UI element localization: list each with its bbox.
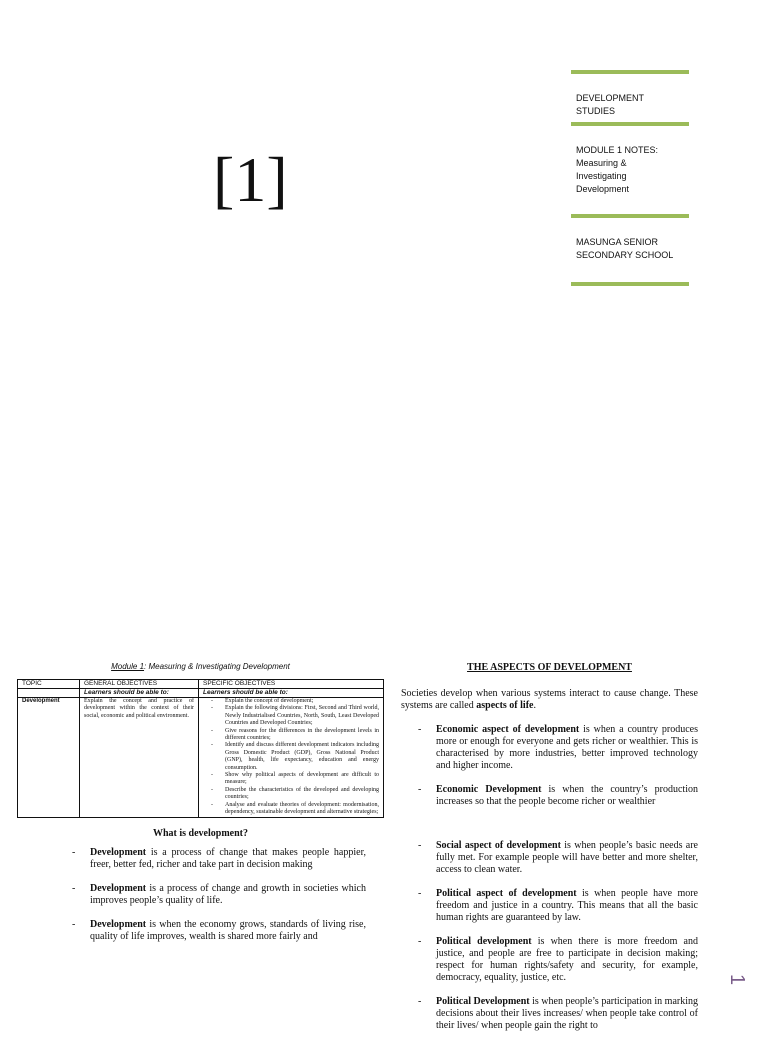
- definition: is when the country’s production increases so that the people become richer or wealthier: [436, 784, 698, 807]
- term: Social aspect of development: [436, 840, 561, 851]
- term: Economic Development: [436, 784, 542, 795]
- aspects-list: [401, 724, 698, 1032]
- divider: [571, 214, 689, 218]
- subject-label: DEVELOPMENT STUDIES: [576, 93, 644, 116]
- subheader-topic: [18, 689, 80, 698]
- module-title-rest: : Measuring & Investigating Development: [144, 662, 290, 671]
- list-item: - Identify and discuss different development indicators including Gross Domestic Product (GDP), Gross National Product (GNP), health, life expectancy, education and energy consumption.: [225, 742, 379, 772]
- term: Political Development: [436, 996, 530, 1007]
- table-header-row: [18, 680, 384, 689]
- divider: [571, 122, 689, 126]
- specific-objectives-cell: [199, 698, 384, 818]
- divider: [571, 282, 689, 286]
- list-item: - Analyse and evaluate theories of development: modernisation, dependency, sustainable development and alternative strategies;: [225, 802, 379, 817]
- divider: [571, 70, 689, 74]
- list-item: - Show why political aspects of development are difficult to measure;: [225, 772, 379, 787]
- definition: is a process of change and growth in societies which improves people’s quality of life.: [90, 882, 366, 906]
- list-item: [401, 784, 698, 808]
- definition: is when a country produces more or enough for everyone and gets richer or wealthier. This is characterised by more industries, better improved technology and higher income.: [436, 724, 698, 771]
- module-title: [17, 662, 384, 671]
- list-item: [17, 919, 384, 943]
- term: Development: [90, 882, 147, 894]
- list-item: - Explain the concept of development;: [225, 698, 379, 705]
- list-item: [401, 936, 698, 984]
- school-label: MASUNGA SENIOR SECONDARY SCHOOL: [576, 237, 674, 260]
- side-page-number: 1: [726, 973, 749, 986]
- list-item: [17, 883, 384, 907]
- objectives-table: [17, 679, 384, 818]
- intro-end: .: [533, 700, 536, 711]
- definition: is when people have more freedom and justice in a country. This means that all the basic human rights are guaranteed by law.: [436, 888, 698, 923]
- term: Development: [90, 846, 147, 858]
- topic-cell: Development: [18, 698, 80, 818]
- header-general: GENERAL OBJECTIVES: [80, 680, 199, 689]
- header-specific: SPECIFIC OBJECTIVES: [199, 680, 384, 689]
- header-topic: TOPIC: [18, 680, 80, 689]
- list-item: - Describe the characteristics of the developed and developing countries;: [225, 787, 379, 802]
- section-heading: What is development?: [153, 827, 248, 839]
- subheader-general: Learners should be able to:: [80, 689, 199, 698]
- term: Political development: [436, 936, 532, 947]
- cover-sidebar: [571, 70, 689, 286]
- table-subheader-row: [18, 689, 384, 698]
- module-label: MODULE 1 NOTES: Measuring & Investigating Development: [576, 145, 659, 194]
- subheader-specific: Learners should be able to:: [199, 689, 384, 698]
- list-item: [401, 724, 698, 772]
- definition: is when people’s participation in marking decisions about their lives increases/ when people take control of their lives/ when people gain the right to: [436, 996, 698, 1031]
- definition: is when there is more freedom and justice, and people are free to participate in decision making; respect for human rights/safety and security, for example, democracy, equality, justice, etc.: [436, 936, 698, 983]
- right-column: [401, 662, 698, 1044]
- list-item: [401, 996, 698, 1032]
- list-item: [17, 847, 384, 871]
- definition: is when the economy grows, standards of living rise, quality of life improves, wealth is shared more fairly and: [90, 918, 366, 942]
- intro-paragraph: [401, 688, 698, 712]
- intro-text: Societies develop when various systems interact to cause change. These systems are called: [401, 688, 698, 711]
- module-title-prefix: Module 1: [111, 662, 145, 671]
- list-item: [401, 888, 698, 924]
- term: Political aspect of development: [436, 888, 577, 899]
- table-row: [18, 698, 384, 818]
- list-item: - Explain the following divisions: First, Second and Third world, Newly Industrialised Countries, North, South, Least Developed Countries and Developed Countries;: [225, 705, 379, 727]
- definition-list: [17, 847, 384, 943]
- left-column: [17, 662, 384, 955]
- section-heading: THE ASPECTS OF DEVELOPMENT: [467, 662, 632, 673]
- term: Development: [90, 918, 147, 930]
- term: Economic aspect of development: [436, 724, 580, 735]
- definition: is a process of change that makes people happier, freer, better fed, richer and take part in decision making: [90, 846, 366, 870]
- general-objective-cell: Explain the concept and practice of development within the context of their social, economic and political environment.: [80, 698, 199, 818]
- intro-bold: aspects of life: [476, 700, 534, 711]
- list-item: [401, 840, 698, 876]
- page-number-label: [1]: [213, 144, 288, 215]
- list-item: - Give reasons for the differences in the development levels in different countries;: [225, 728, 379, 743]
- definition: is when people’s basic needs are fully met. For example people will have better and more shelter, access to clean water.: [436, 840, 698, 875]
